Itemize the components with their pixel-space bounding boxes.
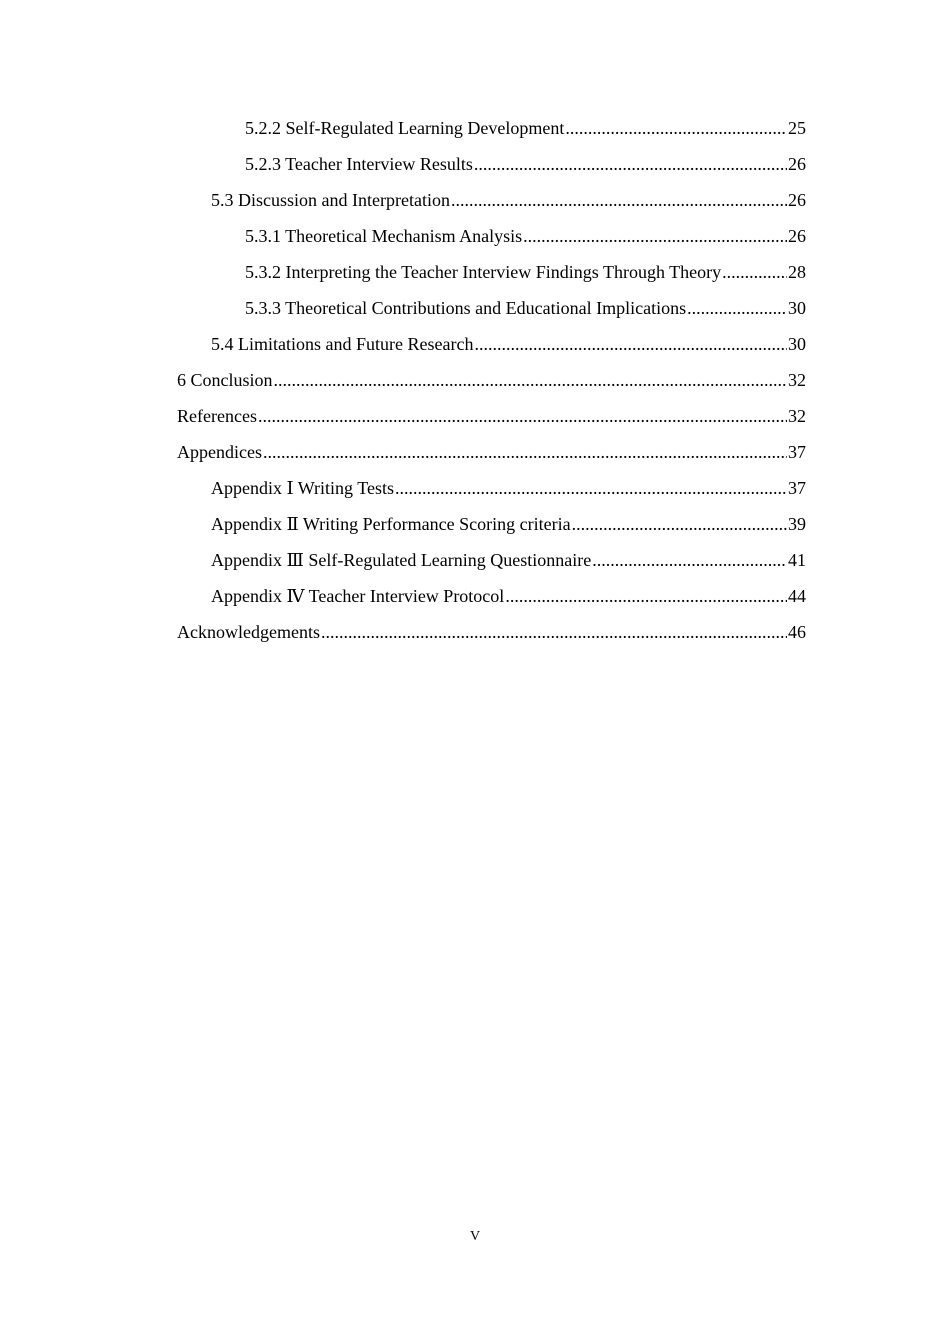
toc-entry-page: 39 bbox=[788, 514, 806, 534]
toc-entry-page: 41 bbox=[788, 550, 806, 570]
toc-entry-title: 5.3.2 Interpreting the Teacher Interview Findings Through Theory bbox=[245, 262, 722, 282]
toc-dot-leader bbox=[474, 146, 787, 182]
toc-entry-title: Appendix Ⅰ Writing Tests bbox=[211, 478, 394, 498]
table-of-contents bbox=[177, 110, 806, 650]
toc-entry-title: 6 Conclusion bbox=[177, 370, 273, 390]
toc-entry[interactable] bbox=[177, 146, 806, 182]
toc-entry-page: 37 bbox=[788, 478, 806, 498]
toc-dot-leader bbox=[321, 614, 787, 650]
toc-entry-page: 46 bbox=[788, 622, 806, 642]
toc-entry-page: 32 bbox=[788, 406, 806, 426]
toc-entry-page: 30 bbox=[788, 334, 806, 354]
toc-dot-leader bbox=[258, 398, 787, 434]
toc-entry-title: 5.3.1 Theoretical Mechanism Analysis bbox=[245, 226, 523, 246]
toc-entry-page: 37 bbox=[788, 442, 806, 462]
toc-entry-title: 5.2.2 Self-Regulated Learning Development bbox=[245, 118, 565, 138]
toc-entry[interactable] bbox=[177, 506, 806, 542]
toc-entry-page: 25 bbox=[788, 118, 806, 138]
toc-dot-leader bbox=[722, 254, 787, 290]
toc-entry[interactable] bbox=[177, 470, 806, 506]
toc-dot-leader bbox=[572, 506, 787, 542]
toc-entry[interactable] bbox=[177, 362, 806, 398]
toc-dot-leader bbox=[451, 182, 787, 218]
toc-entry[interactable] bbox=[177, 326, 806, 362]
toc-dot-leader bbox=[395, 470, 787, 506]
toc-entry-page: 26 bbox=[788, 226, 806, 246]
toc-dot-leader bbox=[565, 110, 787, 146]
toc-entry[interactable] bbox=[177, 434, 806, 470]
toc-entry-page: 30 bbox=[788, 298, 806, 318]
toc-entry-title: 5.4 Limitations and Future Research bbox=[211, 334, 474, 354]
toc-entry-page: 44 bbox=[788, 586, 806, 606]
toc-dot-leader bbox=[523, 218, 787, 254]
toc-entry-title: 5.3.3 Theoretical Contributions and Educational Implications bbox=[245, 298, 687, 318]
toc-entry-title: Appendix Ⅱ Writing Performance Scoring criteria bbox=[211, 514, 571, 534]
page-number: V bbox=[469, 1229, 481, 1244]
toc-entry[interactable] bbox=[177, 254, 806, 290]
toc-entry-title: Appendix Ⅳ Teacher Interview Protocol bbox=[211, 586, 505, 606]
toc-entry-title: 5.2.3 Teacher Interview Results bbox=[245, 154, 473, 174]
toc-entry-page: 26 bbox=[788, 190, 806, 210]
toc-dot-leader bbox=[505, 578, 787, 614]
toc-entry[interactable] bbox=[177, 110, 806, 146]
toc-dot-leader bbox=[263, 434, 787, 470]
toc-entry-page: 32 bbox=[788, 370, 806, 390]
toc-entry[interactable] bbox=[177, 218, 806, 254]
toc-entry-page: 28 bbox=[788, 262, 806, 282]
toc-dot-leader bbox=[592, 542, 787, 578]
toc-entry[interactable] bbox=[177, 578, 806, 614]
toc-entry-title: Acknowledgements bbox=[177, 622, 320, 642]
toc-entry-title: 5.3 Discussion and Interpretation bbox=[211, 190, 450, 210]
toc-entry[interactable] bbox=[177, 290, 806, 326]
toc-dot-leader bbox=[687, 290, 787, 326]
toc-entry-title: Appendices bbox=[177, 442, 262, 462]
toc-entry[interactable] bbox=[177, 614, 806, 650]
toc-entry-title: References bbox=[177, 406, 257, 426]
toc-entry[interactable] bbox=[177, 542, 806, 578]
toc-entry-page: 26 bbox=[788, 154, 806, 174]
toc-dot-leader bbox=[474, 326, 787, 362]
toc-entry-title: Appendix Ⅲ Self-Regulated Learning Questionnaire bbox=[211, 550, 592, 570]
toc-entry[interactable] bbox=[177, 398, 806, 434]
toc-dot-leader bbox=[274, 362, 787, 398]
toc-entry[interactable] bbox=[177, 182, 806, 218]
